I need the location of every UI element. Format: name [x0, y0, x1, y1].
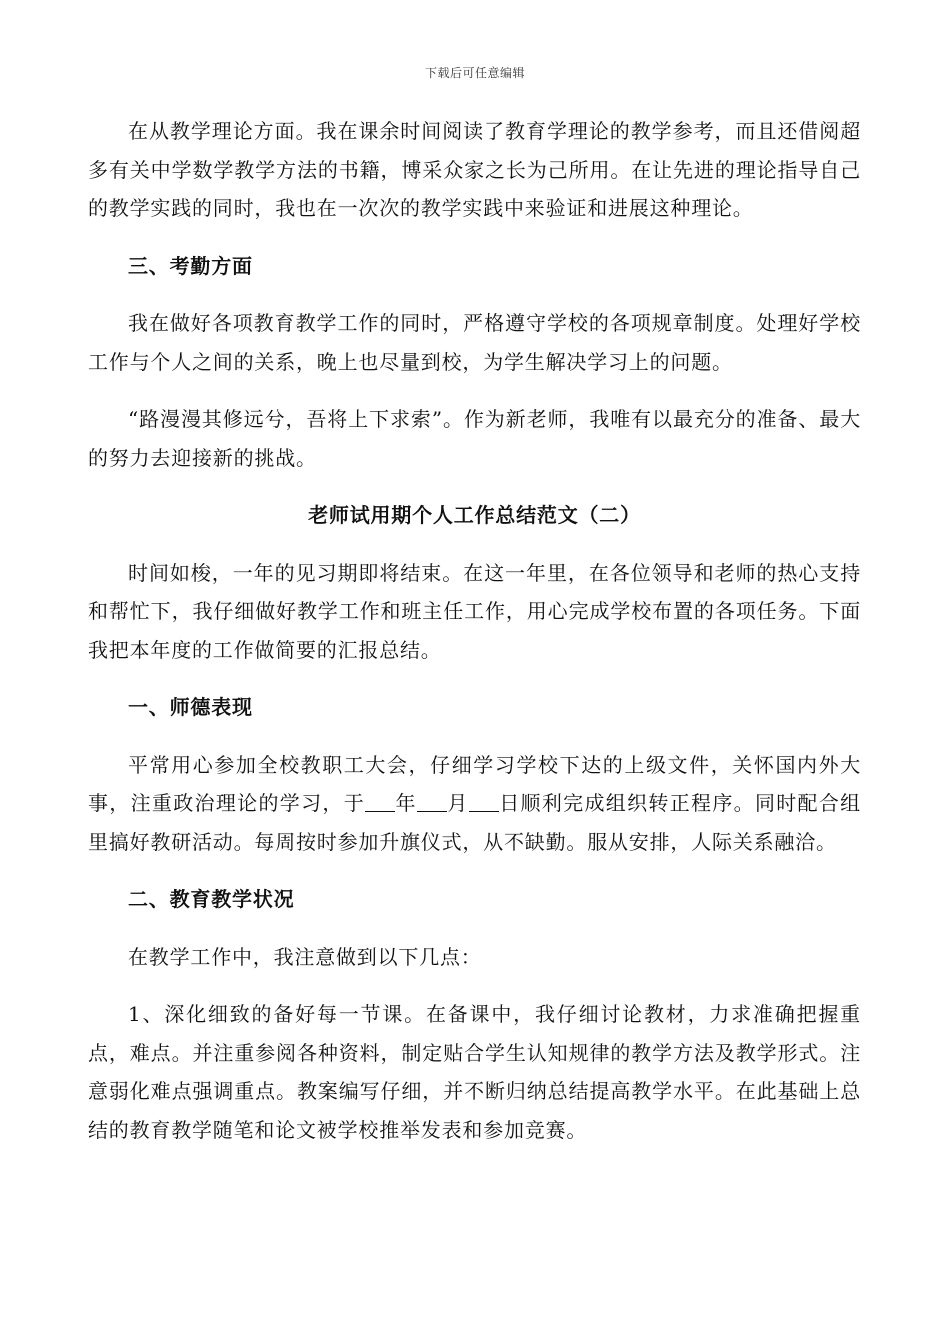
- blank-month: [417, 810, 447, 812]
- paragraph-ethics: [88, 746, 861, 862]
- header-watermark: 下载后可任意编辑: [424, 66, 525, 80]
- heading-attendance: 三、考勤方面: [128, 253, 253, 278]
- ethics-month-label: 月: [446, 791, 469, 815]
- paragraph-intro: 时间如梭，一年的见习期即将结束。在这一年里，在各位领导和老师的热心支持和帮忙下，我仔细做好教学工作和班主任工作，用心完成学校布置的各项任务。下面我把本年度的工作做简要的汇报总结。: [88, 560, 861, 662]
- blank-day: [469, 810, 499, 812]
- ethics-text-start: 平常用心参加全校教职工大会，仔细学习学校下达的上级文件，关怀国内外大事，注重政治理论的学习，于: [88, 752, 861, 815]
- paragraph-quote: “路漫漫其修远兮，吾将上下求索”。作为新老师，我唯有以最充分的准备、最大的努力去迎接新的挑战。: [88, 407, 861, 470]
- paragraph-lesson-prep: 1、深化细致的备好每一节课。在备课中，我仔细讨论教材，力求准确把握重点，难点。并注重参阅各种资料，制定贴合学生认知规律的教学方法及教学形式。注意弱化难点强调重点。教案编写仔细，并不断归纳总结提高教学水平。在此基础上总结的教育教学随笔和论文被学校推举发表和参加竞赛。: [88, 1002, 861, 1142]
- paragraph-teaching-theory: 在从教学理论方面。我在课余时间阅读了教育学理论的教学参考，而且还借阅超多有关中学数学教学方法的书籍，博采众家之长为己所用。在让先进的理论指导自己的教学实践的同时，我也在一次次的教学实践中来验证和进展这种理论。: [88, 119, 861, 220]
- blank-year: [365, 810, 395, 812]
- ethics-year-label: 年: [395, 791, 417, 815]
- heading-teaching-status: 二、教育教学状况: [128, 887, 295, 911]
- document-body: [88, 112, 861, 1149]
- heading-ethics: 一、师德表现: [128, 695, 253, 719]
- paragraph-attendance: 我在做好各项教育教学工作的同时，严格遵守学校的各项规章制度。处理好学校工作与个人之间的关系，晚上也尽量到校，为学生解决学习上的问题。: [88, 311, 861, 374]
- section-title: 老师试用期个人工作总结范文（二）: [308, 503, 641, 527]
- paragraph-teaching-points: 在教学工作中，我注意做到以下几点：: [128, 944, 482, 969]
- ethics-text-end: 日顺利完成组织转正程序。同时配合组里搞好教研活动。每周按时参加升旗仪式，从不缺勤。服从安排，人际关系融洽。: [88, 791, 861, 854]
